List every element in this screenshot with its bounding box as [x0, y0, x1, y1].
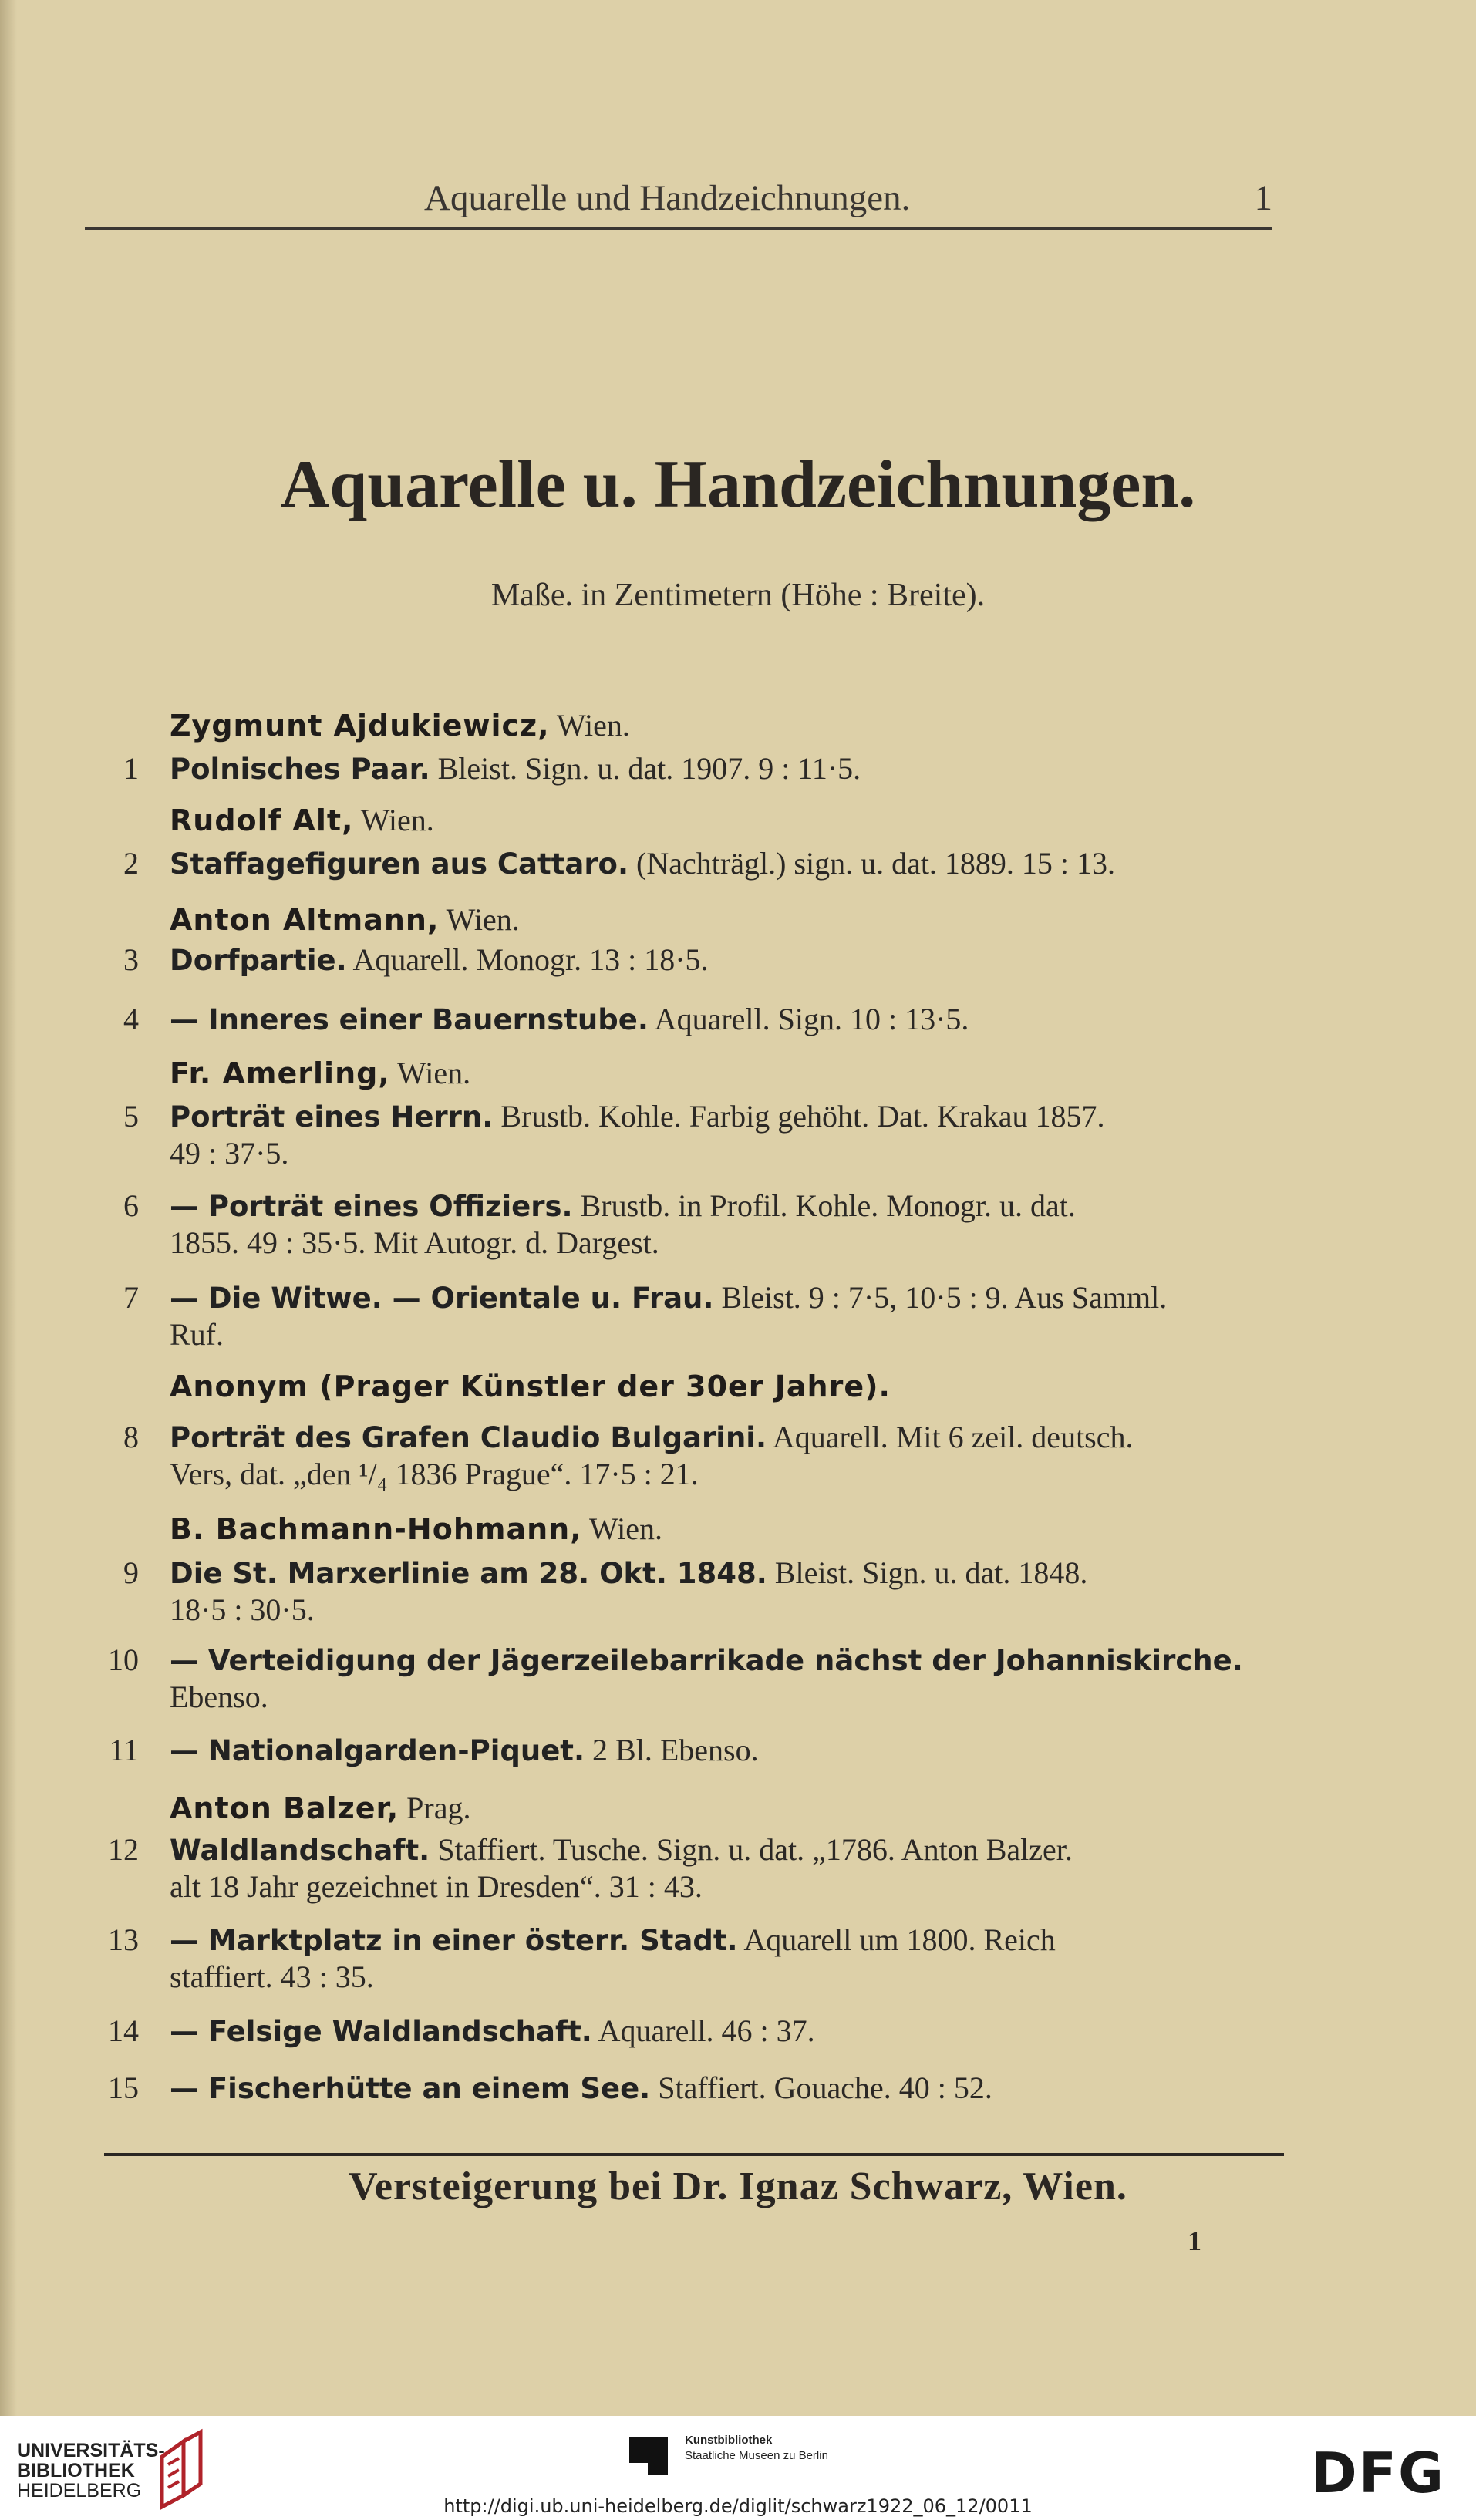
- running-header-title: Aquarelle und Handzeichnungen.: [424, 178, 911, 218]
- artist-heading: [170, 1052, 470, 1095]
- entry-text: (Nachträgl.) sign. u. dat. 1889. 15 : 13.: [628, 846, 1116, 881]
- entry-title: Porträt eines Herrn.: [170, 1100, 494, 1134]
- entry-title: Waldlandschaft.: [170, 1834, 430, 1867]
- entry-title: Dorfpartie.: [170, 944, 347, 977]
- entry-number: 6: [123, 1188, 139, 1223]
- entry-line: [170, 2067, 992, 2111]
- running-header-page-number: 1: [1254, 178, 1272, 218]
- entry-title: — Nationalgarden-Piquet.: [170, 1734, 585, 1767]
- entry-text: 2 Bl. Ebenso.: [585, 1733, 759, 1767]
- kunstbibliothek-logo-text: [685, 2433, 828, 2464]
- entry-number: 12: [108, 1832, 139, 1867]
- entry-text: Aquarell. Mit 6 zeil. deutsch.: [767, 1420, 1134, 1454]
- footer-rule: [104, 2153, 1284, 2156]
- entry-text: Bleist. Sign. u. dat. 1848.: [767, 1555, 1088, 1590]
- source-url[interactable]: http://digi.ub.uni-heidelberg.de/diglit/schwarz1922_06_12/0011: [443, 2495, 1033, 2517]
- artist-name: Anton Balzer,: [170, 1791, 399, 1825]
- running-header: [85, 171, 1272, 233]
- kunstbibliothek-subtitle: Staatliche Museen zu Berlin: [685, 2449, 828, 2462]
- entry-line: [170, 1639, 1243, 1683]
- entry-continuation: Ruf.: [170, 1317, 224, 1352]
- entry-continuation: 49 : 37·5.: [170, 1136, 289, 1171]
- entry-title: Die St. Marxerlinie am 28. Okt. 1848.: [170, 1557, 767, 1590]
- footer-auction-line: Versteigerung bei Dr. Ignaz Schwarz, Wien.: [349, 2165, 1127, 2208]
- page-title: Aquarelle u. Handzeichnungen.: [280, 447, 1196, 522]
- entry-line: [170, 1095, 1105, 1139]
- artist-name: Fr. Amerling,: [170, 1056, 390, 1090]
- entry-number: 9: [123, 1555, 139, 1590]
- entry-number: 15: [108, 2070, 139, 2105]
- artist-name: Anton Altmann,: [170, 903, 440, 937]
- artist-place: Wien.: [353, 803, 434, 837]
- kunstbibliothek-name: Kunstbibliothek: [685, 2434, 773, 2447]
- entry-line: [170, 2010, 815, 2053]
- entry-continuation: 1855. 49 : 35·5. Mit Autogr. d. Dargest.: [170, 1225, 659, 1260]
- entry-line: [170, 938, 709, 982]
- entry-text: Aquarell um 1800. Reich: [737, 1922, 1056, 1957]
- entry-number: 13: [108, 1922, 139, 1957]
- artist-name: Zygmunt Ajdukiewicz,: [170, 709, 550, 743]
- artist-name: Anonym (Prager Künstler der 30er Jahre).: [170, 1369, 891, 1403]
- artist-heading: [170, 704, 630, 747]
- header-rule: [85, 227, 1272, 230]
- artist-name: B. Bachmann-Hohmann,: [170, 1512, 582, 1546]
- entry-text: Bleist. Sign. u. dat. 1907. 9 : 11·5.: [430, 751, 861, 786]
- entry-continuation: Vers, dat. „den ¹/₄ 1836 Prague“. 17·5 : 21.: [170, 1457, 699, 1491]
- entry-text: Brustb. Kohle. Farbig gehöht. Dat. Krakau 1857.: [493, 1099, 1105, 1134]
- artist-heading: [170, 898, 520, 942]
- artist-heading: [170, 1365, 891, 1408]
- entry-continuation: alt 18 Jahr gezeichnet in Dresden“. 31 : 43.: [170, 1869, 703, 1904]
- artist-heading: [170, 1508, 662, 1551]
- library-name-line: BIBLIOTHEK: [17, 2460, 135, 2481]
- entry-title: Staffagefiguren aus Cattaro.: [170, 847, 629, 881]
- entry-text: Staffiert. Tusche. Sign. u. dat. „1786. Anton Balzer.: [430, 1832, 1073, 1867]
- entry-number: 11: [109, 1733, 139, 1767]
- library-name-line: UNIVERSITÄTS-: [17, 2440, 165, 2461]
- entry-continuation: staffiert. 43 : 35.: [170, 1959, 374, 1994]
- entry-text: Aquarell. Monogr. 13 : 18·5.: [346, 942, 709, 977]
- artist-place: Wien.: [439, 902, 520, 937]
- page-subtitle: Maße. in Zentimetern (Höhe : Breite).: [490, 578, 986, 613]
- entry-number: 1: [123, 751, 139, 786]
- artist-place: Wien.: [389, 1056, 471, 1090]
- entry-title: — Fischerhütte an einem See.: [170, 2072, 651, 2105]
- artist-heading: [170, 799, 434, 842]
- entry-number: 5: [123, 1099, 139, 1134]
- entry-title: — Porträt eines Offiziers.: [170, 1190, 573, 1223]
- kunstbibliothek-logo-icon: [629, 2437, 668, 2475]
- entry-number: 3: [123, 942, 139, 977]
- artist-place: Prag.: [399, 1791, 471, 1825]
- artist-heading: [170, 1787, 470, 1830]
- artist-name: Rudolf Alt,: [170, 804, 354, 837]
- page-number: 1: [1188, 2225, 1201, 2256]
- entry-title: — Inneres einer Bauernstube.: [170, 1003, 649, 1036]
- artist-place: Wien.: [581, 1511, 662, 1546]
- entry-number: 10: [108, 1642, 139, 1677]
- entry-line: [170, 1276, 1167, 1320]
- entry-continuation: 18·5 : 30·5.: [170, 1592, 315, 1627]
- entry-title: — Felsige Waldlandschaft.: [170, 2015, 592, 2048]
- entry-title: — Marktplatz in einer österr. Stadt.: [170, 1924, 738, 1957]
- entry-number: 7: [123, 1280, 139, 1315]
- entry-title: Polnisches Paar.: [170, 753, 430, 786]
- entry-text: Bleist. 9 : 7·5, 10·5 : 9. Aus Samml.: [713, 1280, 1168, 1315]
- artist-place: Wien.: [549, 708, 630, 743]
- entry-text: Aquarell. Sign. 10 : 13·5.: [648, 1002, 969, 1036]
- entry-text: Staffiert. Gouache. 40 : 52.: [650, 2070, 992, 2105]
- entry-line: [170, 998, 969, 1042]
- entry-number: 4: [123, 1002, 139, 1036]
- entry-title: Porträt des Grafen Claudio Bulgarini.: [170, 1421, 767, 1454]
- entry-line: [170, 842, 1115, 886]
- entry-title: — Verteidigung der Jägerzeilebarrikade nächst der Johanniskirche.: [170, 1644, 1243, 1677]
- library-name-line: HEIDELBERG: [17, 2480, 142, 2501]
- entry-continuation: Ebenso.: [170, 1679, 268, 1714]
- dfg-logo: DFG: [1311, 2441, 1446, 2505]
- entry-number: 14: [108, 2013, 139, 2048]
- entry-text: Aquarell. 46 : 37.: [591, 2013, 815, 2048]
- entry-number: 2: [123, 846, 139, 881]
- entry-line: [170, 747, 861, 791]
- entry-title: — Die Witwe. — Orientale u. Frau.: [170, 1282, 714, 1315]
- library-logo-text: [17, 2441, 165, 2501]
- entry-line: [170, 1729, 759, 1773]
- entry-text: Brustb. in Profil. Kohle. Monogr. u. dat.: [572, 1188, 1076, 1223]
- entry-number: 8: [123, 1420, 139, 1454]
